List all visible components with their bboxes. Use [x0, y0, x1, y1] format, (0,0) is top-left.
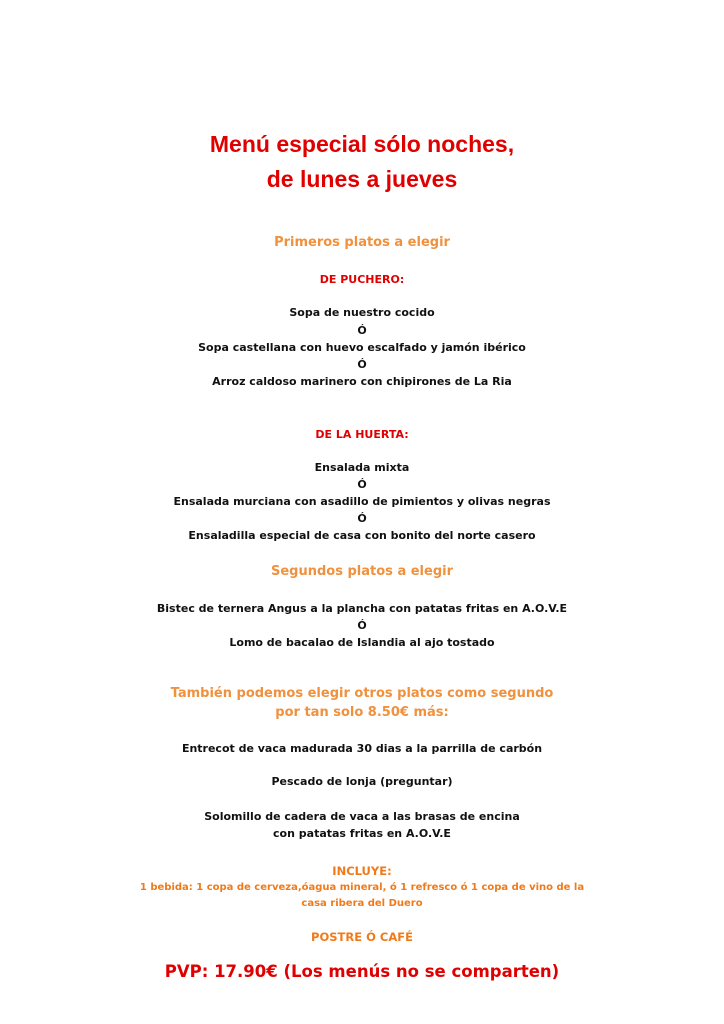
second-courses-heading: Segundos platos a elegir: [271, 564, 453, 579]
menu-price: PVP: 17.90€ (Los menús no se comparten): [164, 962, 560, 981]
menu-title-line-2: de lunes a jueves: [266, 166, 458, 192]
extra-dish-item-continued: con patatas fritas en A.O.V.E: [273, 827, 451, 840]
second-course-item: Bistec de ternera Angus a la plancha con patatas fritas en A.O.V.E: [156, 602, 568, 615]
menu-title-line-1: Menú especial sólo noches,: [209, 131, 515, 157]
or-separator: Ó: [357, 324, 367, 337]
includes-label: INCLUYE:: [332, 864, 392, 878]
huerta-item: Ensalada murciana con asadillo de pimientos y olivas negras: [173, 495, 551, 508]
dessert-or-coffee: POSTRE Ó CAFÉ: [311, 930, 413, 944]
extra-dish-item: Entrecot de vaca madurada 30 dias a la parrilla de carbón: [181, 742, 543, 755]
includes-drink-line-2: casa ribera del Duero: [301, 898, 423, 909]
second-course-item: Lomo de bacalao de Islandia al ajo tostado: [229, 636, 495, 649]
huerta-item: Ensalada mixta: [314, 461, 410, 474]
or-separator: Ó: [357, 358, 367, 371]
first-courses-heading: Primeros platos a elegir: [274, 235, 450, 250]
puchero-item: Sopa de nuestro cocido: [289, 306, 435, 319]
includes-drink-line-1: 1 bebida: 1 copa de cerveza,óagua mineral, ó 1 refresco ó 1 copa de vino de la: [139, 882, 585, 893]
extras-heading-line-1: También podemos elegir otros platos como segundo: [170, 686, 554, 701]
puchero-label: DE PUCHERO:: [319, 273, 405, 286]
puchero-item: Sopa castellana con huevo escalfado y jamón ibérico: [198, 341, 526, 354]
extra-dish-item: Pescado de lonja (preguntar): [271, 775, 453, 788]
puchero-item: Arroz caldoso marinero con chipirones de La Ria: [212, 375, 512, 388]
or-separator: Ó: [357, 478, 367, 491]
extras-heading-line-2: por tan solo 8.50€ más:: [275, 705, 449, 720]
huerta-label: DE LA HUERTA:: [315, 428, 409, 441]
or-separator: Ó: [357, 619, 367, 632]
extra-dish-item: Solomillo de cadera de vaca a las brasas de encina: [204, 810, 520, 823]
huerta-item: Ensaladilla especial de casa con bonito del norte casero: [188, 529, 536, 542]
or-separator: Ó: [357, 512, 367, 525]
